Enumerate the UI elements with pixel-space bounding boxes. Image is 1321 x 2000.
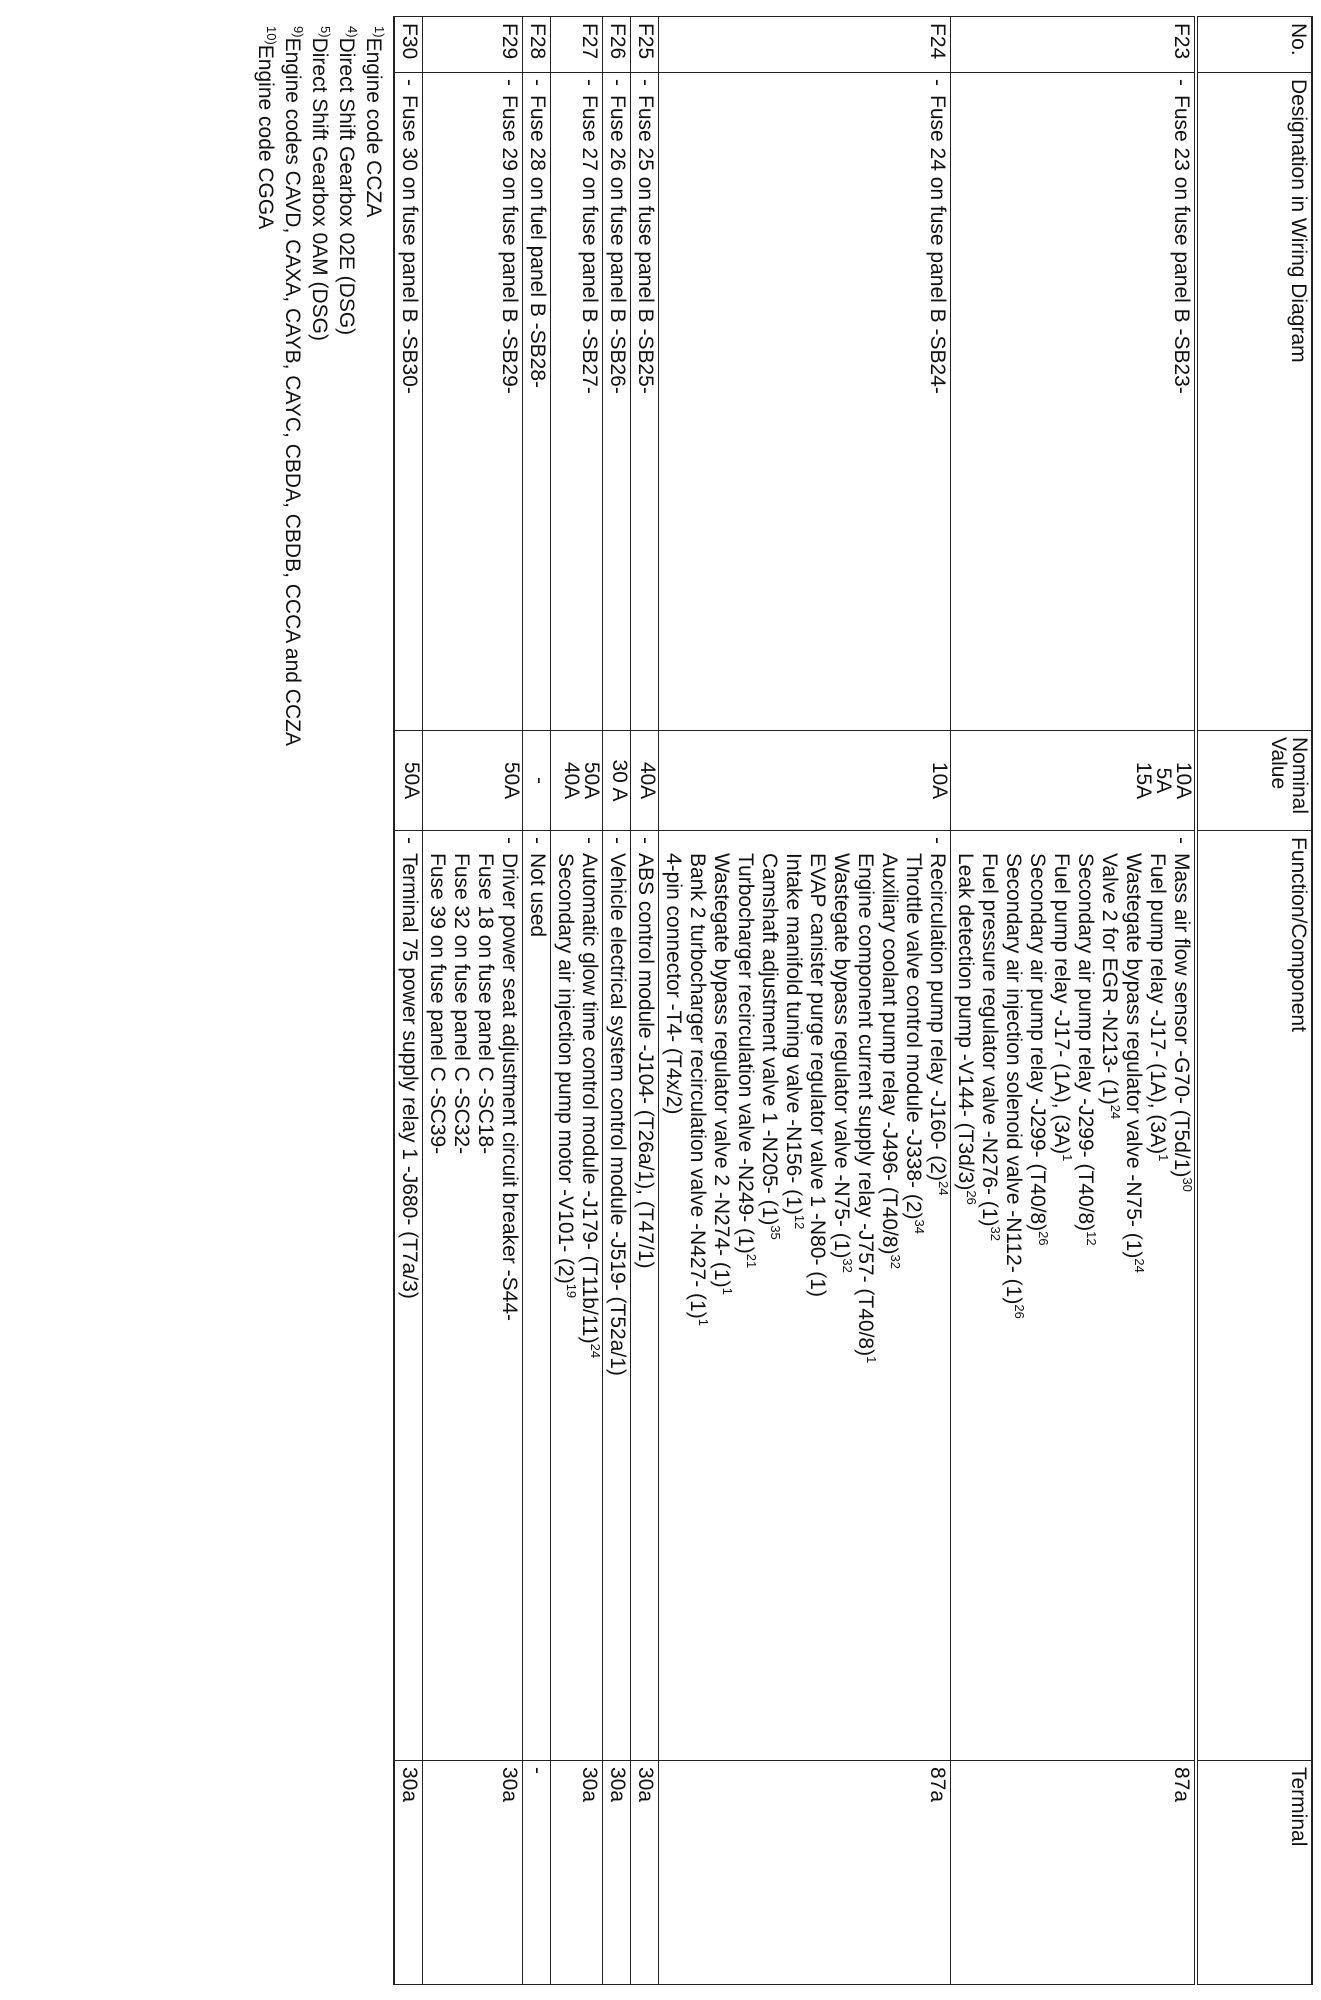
function-text: Terminal 75 power supply relay 1 -J680- (T7a/3) [398,853,421,1299]
row-dash: - [398,79,421,86]
function-text: Bank 2 turbocharger recirculation valve -N427- (1) [686,853,709,1319]
function-text: Fuse 18 on fuse panel C -SC18- [474,853,497,1155]
function-text: Recirculation pump relay -J160- (2) [926,853,949,1181]
nominal-value: 40A [560,761,583,800]
function-line [577,837,601,1754]
footnote-ref: 24 [1108,1104,1123,1120]
nominal-cell [423,731,523,831]
designation-text: Fuse 24 on fuse panel B -SB24- [926,95,949,394]
function-text: Mass air flow sensor -G70- (T5d/1) [1170,853,1193,1178]
terminal-cell: 30a [423,1761,523,1985]
designation-text: Fuse 30 on fuse panel B -SB30- [398,95,421,394]
footnote [306,26,333,746]
designation-text: Fuse 25 on fuse panel B -SB25- [634,95,657,394]
footnote-ref: 24 [588,1343,603,1359]
row-dash: - [578,79,601,86]
footnote-ref: 1 [1060,1154,1075,1162]
function-text: ABS control module -J104- (T26a/1), (T47/1) [634,853,657,1269]
footnote-ref: 12 [1084,1231,1099,1246]
footnotes [252,26,387,746]
fuse-table [393,16,1313,1985]
function-line [1025,837,1049,1754]
footnote-ref: 30 [1180,1177,1195,1192]
function-cell [551,831,603,1761]
footnote-text: Engine code CGGA [254,44,277,230]
function-line [525,837,549,1754]
designation-text: Fuse 23 on fuse panel B -SB23- [1170,95,1193,394]
fuse-number: F30 [394,17,423,73]
function-cell [631,831,659,1761]
function-text: Leak detection pump -V144- (T3d/3) [954,853,977,1191]
function-line [925,837,949,1754]
function-line [1097,837,1121,1754]
nominal-value: 50A [400,761,423,800]
function-line [781,837,805,1754]
function-text: Engine component current supply relay -J757- (T40/8) [854,853,877,1357]
function-cell [951,831,1197,1761]
footnote [360,26,387,746]
nominal-value: 50A [500,761,523,800]
header-row [1196,17,1312,1985]
terminal-cell: 30a [551,1761,603,1985]
function-cell [659,831,951,1761]
function-text: Fuse 32 on fuse panel C -SC32- [450,853,473,1155]
nominal-cell [394,731,423,831]
function-text: Fuel pump relay -J17- (1A), (3A) [1050,853,1073,1155]
footnote-ref: 19 [564,1283,579,1299]
designation-cell [951,73,1197,731]
designation-cell [394,73,423,731]
function-text: Secondary air pump relay -J299- (T40/8) [1074,853,1097,1232]
function-line [1049,837,1073,1754]
footnote-marker: 1) [372,26,387,38]
nominal-value: 50A [580,761,603,800]
function-text: Throttle valve control module -J338- (2) [902,853,925,1220]
function-line [733,837,757,1754]
terminal-cell: - [523,1761,551,1985]
footnote-marker: 9) [291,26,306,38]
designation-text: Fuse 26 on fuse panel B -SB26- [606,95,629,394]
function-text: Secondary air pump relay -J299- (T40/8) [1026,853,1049,1232]
function-line [901,837,925,1754]
function-line [1169,837,1193,1754]
function-text: Turbocharger recirculation valve -N249- (1) [734,853,757,1254]
nominal-value: 15A [1132,761,1155,800]
function-line [397,837,421,1754]
terminal-cell: 30a [631,1761,659,1985]
row-dash: - [1170,837,1193,844]
table-row [394,17,423,1985]
fuse-number: F25 [631,17,659,73]
header-nominal: Nominal Value [1196,731,1312,831]
footnote [279,26,306,746]
footnote-ref: 12 [792,1214,807,1230]
function-line [805,837,829,1754]
fuse-number: F27 [551,17,603,73]
fuse-number: F29 [423,17,523,73]
table-row [603,17,631,1985]
function-line [497,837,521,1754]
function-line [953,837,977,1754]
row-dash: - [526,837,549,844]
function-cell [423,831,523,1761]
nominal-cell [551,731,603,831]
function-line [1145,837,1169,1754]
terminal-cell: 30a [603,1761,631,1985]
function-text: Camshaft adjustment valve 1 -N205- (1) [758,853,781,1226]
row-dash: - [634,79,657,86]
header-designation: Designation in Wiring Diagram [1196,73,1312,731]
footnote-ref: 1 [720,1287,735,1295]
row-dash: - [606,837,629,844]
function-line [757,837,781,1754]
nominal-cell [523,731,551,831]
function-text: Wastegate bypass regulator valve -N75- (1) [1122,853,1145,1259]
designation-cell [631,73,659,731]
designation-text: Fuse 27 on fuse panel B -SB27- [578,95,601,394]
fuse-number: F28 [523,17,551,73]
nominal-value: 30 A [608,759,631,802]
table-row [423,17,523,1985]
designation-cell [659,73,951,731]
footnote-text: Engine code CCZA [362,37,385,218]
terminal-cell: 87a [659,1761,951,1985]
footnote-marker: 10) [264,26,279,45]
footnote-ref: 1 [696,1318,711,1326]
footnote-text: Direct Shift Gearbox 02E (DSG) [335,37,358,336]
terminal-cell: 87a [951,1761,1197,1985]
footnote-ref: 32 [840,1258,855,1273]
function-text: Vehicle electrical system control module -J519- (T52a/1) [606,853,629,1376]
footnote-text: Engine codes CAVD, CAXA, CAYB, CAYC, CBDA, CBDB, CCCA and CCZA [281,37,304,746]
nominal-cell [631,731,659,831]
footnote-text: Direct Shift Gearbox 0AM (DSG) [308,37,331,341]
footnote-ref: 24 [1132,1258,1147,1273]
footnote [252,26,279,746]
footnote-marker: 4) [345,26,360,38]
row-dash: - [498,79,521,86]
function-text: Intake manifold tuning valve -N156- (1) [782,853,805,1215]
nominal-value: 10A [1172,761,1195,800]
nominal-cell [951,731,1197,831]
table-row [951,17,1197,1985]
nominal-value: - [528,777,551,784]
row-dash: - [526,79,549,86]
function-text: Valve 2 for EGR -N213- (1) [1098,853,1121,1105]
function-line [1121,837,1145,1754]
nominal-cell [659,731,951,831]
footnote-ref: 35 [768,1225,783,1240]
footnote-ref: 1 [1156,1154,1171,1162]
footnote-ref: 34 [912,1219,927,1234]
function-line [425,837,449,1754]
table-row [523,17,551,1985]
function-text: Fuel pressure regulator valve -N276- (1) [978,853,1001,1227]
footnote-marker: 5) [318,26,333,38]
designation-text: Fuse 29 on fuse panel B -SB29- [498,95,521,394]
table-row [659,17,951,1985]
function-cell [394,831,423,1761]
function-text: Auxiliary coolant pump relay -J496- (T40/8) [878,853,901,1255]
function-line [661,837,685,1754]
footnote [333,26,360,746]
function-text: Wastegate bypass regulator valve -N75- (1) [830,853,853,1259]
function-text: Secondary air injection solenoid valve -N112- (1) [1002,853,1025,1305]
function-line [709,837,733,1754]
function-text: 4-pin connector -T4- (T4x/2) [662,853,685,1115]
function-cell [523,831,551,1761]
nominal-value: 5A [1152,767,1175,794]
nominal-cell [603,731,631,831]
terminal-cell: 30a [394,1761,423,1985]
function-text: Not used [526,853,549,938]
function-line [685,837,709,1754]
row-dash: - [634,837,657,844]
function-line [1001,837,1025,1754]
fuse-number: F24 [659,17,951,73]
function-text: Fuel pump relay -J17- (1A), (3A) [1146,853,1169,1155]
footnote-ref: 32 [988,1226,1003,1241]
function-cell [603,831,631,1761]
table-row [631,17,659,1985]
header-terminal: Terminal [1196,1761,1312,1985]
table-row [551,17,603,1985]
function-text: Fuse 39 on fuse panel C -SC39- [426,853,449,1155]
row-dash: - [398,837,421,844]
footnote-ref: 26 [1012,1304,1027,1319]
function-text: EVAP canister purge regulator valve 1 -N80- (1) [806,853,829,1297]
function-line [877,837,901,1754]
function-line [829,837,853,1754]
designation-cell [523,73,551,731]
function-line [449,837,473,1754]
nominal-value: 40A [636,761,659,800]
designation-text: Fuse 28 on fuel panel B -SB28- [526,95,549,389]
fuse-number: F26 [603,17,631,73]
row-dash: - [606,79,629,86]
function-line [553,837,577,1754]
function-line [605,837,629,1754]
footnote-ref: 21 [744,1253,759,1269]
designation-cell [423,73,523,731]
function-text: Wastegate bypass regulator valve 2 -N274- (1) [710,853,733,1288]
function-line [473,837,497,1754]
fuse-number: F23 [951,17,1197,73]
footnote-ref: 32 [888,1254,903,1269]
function-line [977,837,1001,1754]
row-dash: - [926,79,949,86]
row-dash: - [578,837,601,844]
footnote-ref: 1 [864,1356,879,1364]
footnote-ref: 26 [1036,1231,1051,1246]
function-line [853,837,877,1754]
row-dash: - [498,837,521,844]
designation-cell [551,73,603,731]
function-line [1073,837,1097,1754]
function-text: Automatic glow time control module -J179- (T11b/11) [578,853,601,1344]
row-dash: - [926,837,949,844]
footnote-ref: 26 [964,1190,979,1205]
footnote-ref: 24 [936,1180,951,1196]
header-no: No. [1196,17,1312,73]
function-text: Secondary air injection pump motor -V101- (2) [554,853,577,1284]
function-line [633,837,657,1754]
row-dash: - [1170,79,1193,86]
designation-cell [603,73,631,731]
header-function: Function/Component [1196,831,1312,1761]
function-text: Driver power seat adjustment circuit breaker -S44- [498,853,521,1322]
nominal-value: 10A [928,761,951,800]
